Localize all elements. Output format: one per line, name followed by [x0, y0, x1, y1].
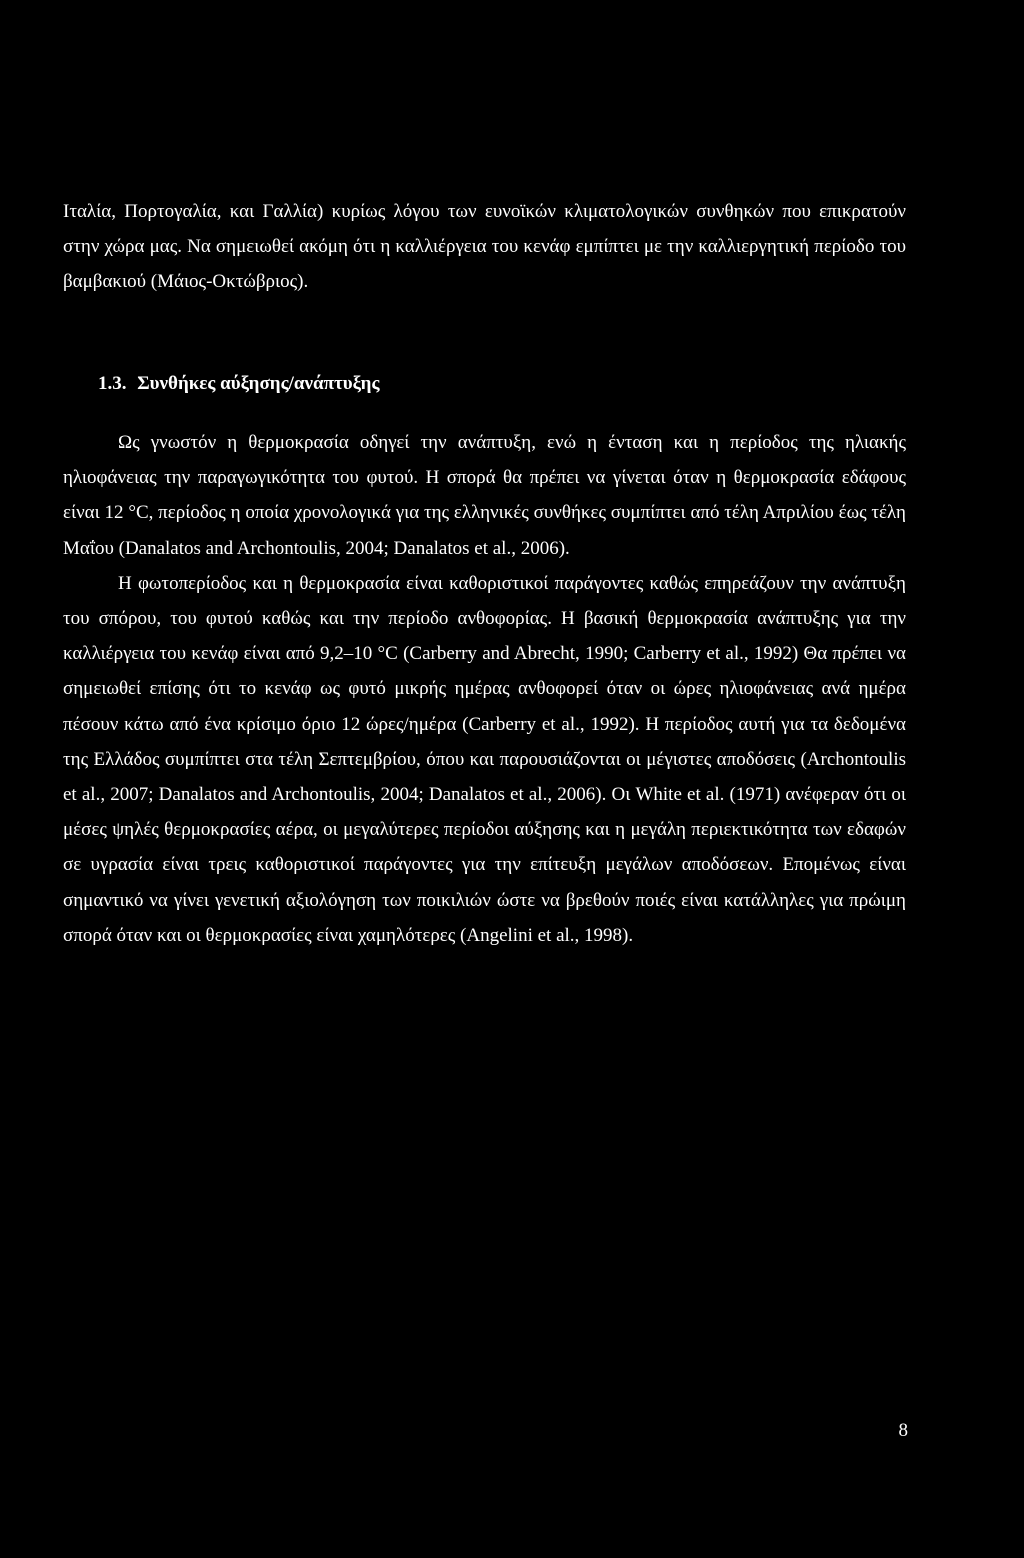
intro-paragraph: Ιταλία, Πορτογαλία, και Γαλλία) κυρίως λόγου των ευνοϊκών κλιματολογικών συνθηκών που επικρατούν στην χώρα μας. Να σημειωθεί ακόμη ότι η καλλιέργεια του κενάφ εμπίπτει με την καλλιεργητική περίοδο του βαμβακιού (Μάιος-Οκτώβριος). — [63, 201, 906, 293]
section-body — [63, 425, 906, 953]
section-number: 1.3. — [98, 373, 127, 394]
section-title: Συνθήκες αύξησης/ανάπτυξης — [137, 373, 380, 394]
page-number: 8 — [898, 1420, 908, 1441]
body-paragraph: Η φωτοπερίοδος και η θερμοκρασία είναι καθοριστικοί παράγοντες καθώς επηρεάζουν την ανάπτυξη του σπόρου, του φυτού καθώς και την περίοδο ανθοφορίας. Η βασική θερμοκρασία ανάπτυξης για την καλλιέργεια του κενάφ είναι από 9,2–10 °C (Carberry and Abrecht, 1990; Carberry et al., 1992) Θα πρέπει να σημειωθεί επίσης ότι το κενάφ ως φυτό μικρής ημέρας ανθοφορεί όταν οι ώρες ηλιοφάνειας ανά ημέρα πέσουν κάτω από ένα κρίσιμο όριο 12 ώρες/ημέρα (Carberry et al., 1992). Η περίοδος αυτή για τα δεδομένα της Ελλάδος συμπίπτει στα τέλη Σεπτεμβρίου, όπου και παρουσιάζονται οι μέγιστες αποδόσεις (Archontoulis et al., 2007; Danalatos and Archontoulis, 2004; Danalatos et al., 2006). Οι White et al. (1971) ανέφεραν ότι οι μέσες ψηλές θερμοκρασίες αέρα, οι μεγαλύτερες περίοδοι αύξησης και η μεγάλη περιεκτικότητα των εδαφών σε υγρασία είναι τρεις καθοριστικοί παράγοντες για την επίτευξη μεγάλων αποδόσεων. Επομένως είναι σημαντικό να γίνει γενετική αξιολόγηση των ποικιλιών ώστε να βρεθούν ποιές είναι κατάλληλες για πρώιμη σπορά όταν και οι θερμοκρασίες είναι χαμηλότερες (Angelini et al., 1998). — [63, 572, 906, 946]
body-paragraph: Ως γνωστόν η θερμοκρασία οδηγεί την ανάπτυξη, ενώ η ένταση και η περίοδος της ηλιακής ηλιοφάνειας την παραγωγικότητα του φυτού. Η σπορά θα πρέπει να γίνεται όταν η θερμοκρασία εδάφους είναι 12 °C, περίοδος η οποία χρονολογικά για της ελληνικές συνθήκες συμπίπτει από τέλη Απριλίου έως τέλη Μαΐου (Danalatos and Archontoulis, 2004; Danalatos et al., 2006). — [63, 432, 906, 559]
intro-block — [63, 194, 906, 300]
section-heading — [98, 369, 379, 399]
